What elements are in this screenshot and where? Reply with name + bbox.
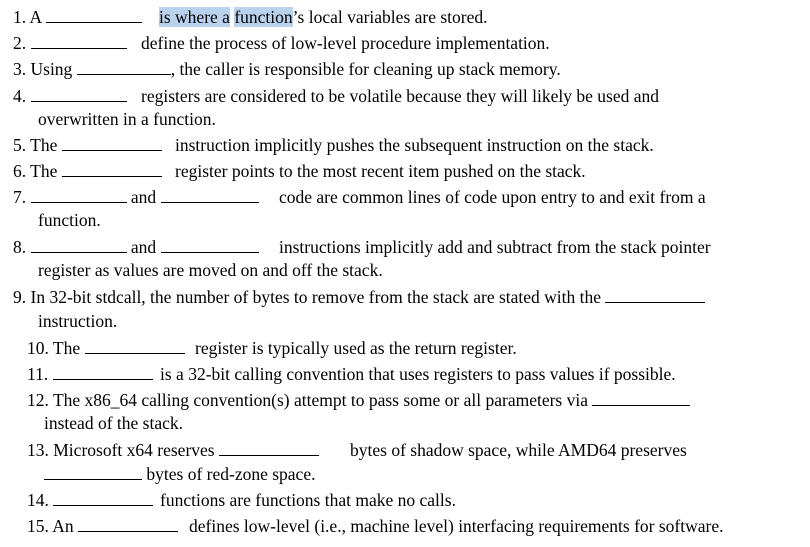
answer-blank[interactable] — [62, 136, 162, 151]
question-text: register points to the most recent item pushed on the stack. — [175, 161, 586, 181]
question-continuation-text: bytes of red-zone space. — [146, 464, 316, 484]
question-continuation: register as values are moved on and off the stack. — [38, 260, 383, 280]
question-14 — [27, 489, 153, 511]
question-text: functions are functions that make no calls. — [160, 490, 456, 510]
question-text: In 32-bit stdcall, the number of bytes to remove from the stack are stated with the — [30, 287, 602, 307]
question-4 — [13, 85, 127, 107]
question-number: 6. The — [13, 161, 58, 181]
question-text: bytes of shadow space, while AMD64 preserves — [350, 440, 687, 460]
question-1 — [13, 6, 142, 28]
question-text: register is typically used as the return register. — [195, 338, 517, 358]
question-number: 3. Using — [13, 59, 73, 79]
answer-blank[interactable] — [62, 162, 162, 177]
answer-blank[interactable] — [77, 60, 171, 75]
answer-blank[interactable] — [31, 34, 127, 49]
question-text: code are common lines of code upon entry to and exit from a — [279, 187, 706, 207]
question-text: registers are considered to be volatile because they will likely be used and — [141, 86, 660, 106]
answer-blank[interactable] — [85, 339, 185, 354]
question-number: 7. — [13, 187, 27, 207]
question-number: 1. A — [13, 7, 42, 27]
question-continuation — [44, 463, 315, 485]
answer-blank[interactable] — [53, 365, 153, 380]
answer-blank[interactable] — [161, 188, 259, 203]
answer-blank[interactable] — [78, 517, 178, 532]
question-text: The x86_64 calling convention(s) attempt to pass some or all parameters via — [52, 390, 588, 410]
conjunction-text: and — [130, 237, 157, 257]
question-continuation: instead of the stack. — [44, 413, 183, 433]
highlighted-text: is where a — [159, 7, 230, 27]
question-text: , the caller is responsible for cleaning up stack memory. — [170, 59, 561, 79]
answer-blank[interactable] — [53, 491, 153, 506]
answer-blank[interactable] — [31, 87, 127, 102]
question-text: defines low-level (i.e., machine level) interfacing requirements for software. — [189, 516, 724, 536]
question-6 — [13, 160, 162, 182]
question-text: define the process of low-level procedure implementation. — [141, 33, 550, 53]
highlighted-text: function — [234, 7, 293, 27]
question-number: 11. — [27, 364, 49, 384]
question-number: 8. — [13, 237, 27, 257]
question-number: 12. — [27, 390, 49, 410]
question-number: 5. The — [13, 135, 58, 155]
question-text: instructions implicitly add and subtract from the stack pointer — [279, 237, 711, 257]
answer-blank[interactable] — [31, 188, 127, 203]
question-number: 15. An — [27, 516, 74, 536]
answer-blank[interactable] — [46, 8, 142, 23]
question-9 — [13, 286, 705, 308]
conjunction-text: and — [130, 187, 157, 207]
question-3 — [13, 58, 561, 80]
question-continuation: function. — [38, 210, 101, 230]
question-number: 2. — [13, 33, 27, 53]
question-7 — [13, 186, 259, 208]
question-number: 4. — [13, 86, 27, 106]
question-number: 14. — [27, 490, 49, 510]
answer-blank[interactable] — [219, 441, 319, 456]
question-10 — [27, 337, 185, 359]
question-13 — [27, 439, 319, 461]
answer-blank[interactable] — [44, 465, 142, 480]
answer-blank[interactable] — [31, 238, 127, 253]
question-5 — [13, 134, 162, 156]
question-text: ’s local variables are stored. — [292, 7, 488, 27]
question-continuation: instruction. — [38, 311, 118, 331]
question-number: 10. The — [27, 338, 81, 358]
answer-blank[interactable] — [592, 391, 690, 406]
question-1-text — [159, 6, 488, 28]
question-text: is a 32-bit calling convention that uses registers to pass values if possible. — [160, 364, 676, 384]
question-text: instruction implicitly pushes the subsequent instruction on the stack. — [175, 135, 654, 155]
answer-blank[interactable] — [161, 238, 259, 253]
question-8 — [13, 236, 259, 258]
question-15 — [27, 515, 178, 537]
question-text: Microsoft x64 reserves — [53, 440, 215, 460]
question-11 — [27, 363, 153, 385]
question-2 — [13, 32, 127, 54]
question-12 — [27, 389, 690, 411]
question-number: 9. — [13, 287, 27, 307]
question-continuation: overwritten in a function. — [38, 109, 216, 129]
question-number: 13. — [27, 440, 49, 460]
answer-blank[interactable] — [605, 288, 705, 303]
